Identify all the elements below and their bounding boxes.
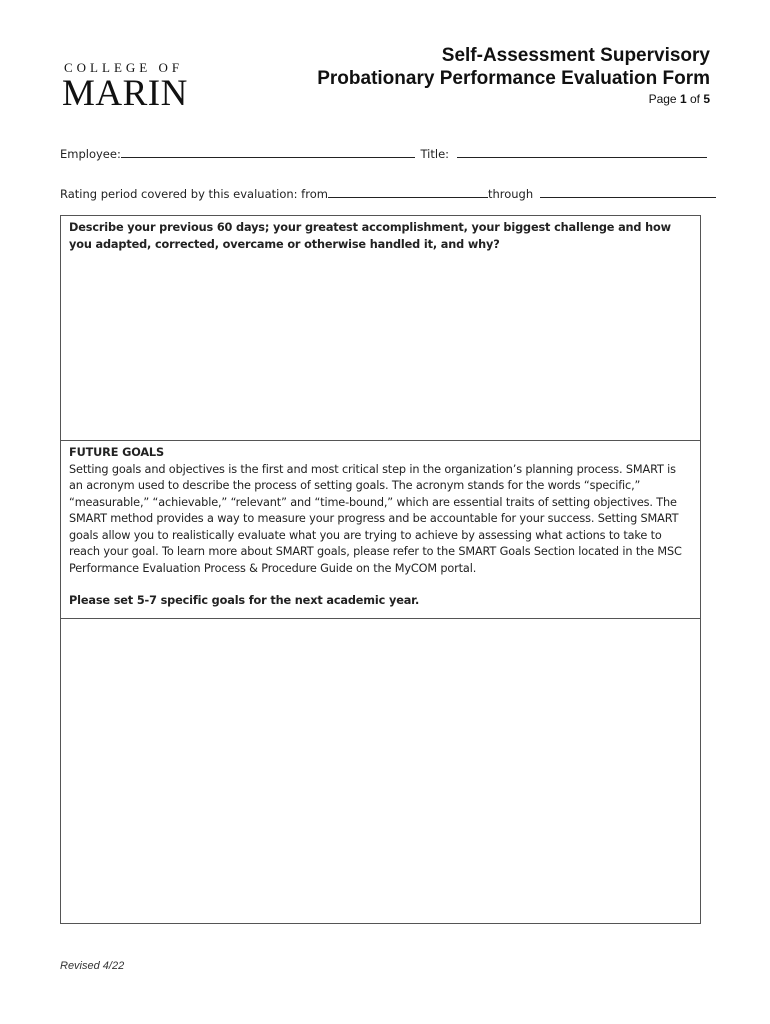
employee-field[interactable] [121,145,415,158]
accomplishment-prompt: Describe your previous 60 days; your greatest accomplishment, your biggest challenge and how you adapted, corrected, overcame or otherwise handled it, and why? [69,221,671,251]
page-total: 5 [703,92,710,106]
future-goals-heading: FUTURE GOALS [69,446,164,459]
rating-period-row [60,185,702,201]
form-title-line1: Self-Assessment Supervisory [441,45,710,66]
logo-top-text: COLLEGE OF [64,60,184,75]
spacer [69,577,692,593]
rating-through-field[interactable] [540,185,716,198]
page-current: 1 [679,92,687,106]
form-header [317,44,710,106]
page-number [317,92,710,106]
logo-bottom-text: MARIN [62,73,188,114]
accomplishment-section[interactable] [60,215,701,441]
title-label: Title: [420,147,450,161]
title-field[interactable] [457,145,707,158]
rating-period-label: Rating period covered by this evaluation: from [60,187,328,201]
page-mid: of [686,92,704,106]
revision-note: Revised 4/22 [60,960,125,972]
form-title-line2: Probationary Performance Evaluation Form [317,68,710,89]
through-label: through [487,187,534,201]
goals-instruction: Please set 5-7 specific goals for the next academic year. [69,594,420,607]
employee-title-row [60,145,702,161]
future-goals-section [60,440,701,619]
rating-from-field[interactable] [328,185,488,198]
college-of-marin-logo [62,58,187,118]
employee-label: Employee: [60,147,121,161]
page-prefix: Page [648,92,680,106]
future-goals-description: Setting goals and objectives is the first and most critical step in the organization’s planning process. SMART is an acronym used to describe the process of setting goals. The acronym stands for the words “specific,” “measurable,” “achievable,” “relevant” and “time-bound,” which are essential traits of setting objectives. The SMART method provides a way to measure your progress and be accountable for your success. Setting SMART goals allow you to realistically evaluate what you are trying to achieve by assessing what actions to take to reach your goal. To learn more about SMART goals, please refer to the SMART Goals Section located in the MSC Performance Evaluation Process & Procedure Guide on the MyCOM portal. [69,462,682,575]
goals-response-area[interactable] [60,618,701,924]
